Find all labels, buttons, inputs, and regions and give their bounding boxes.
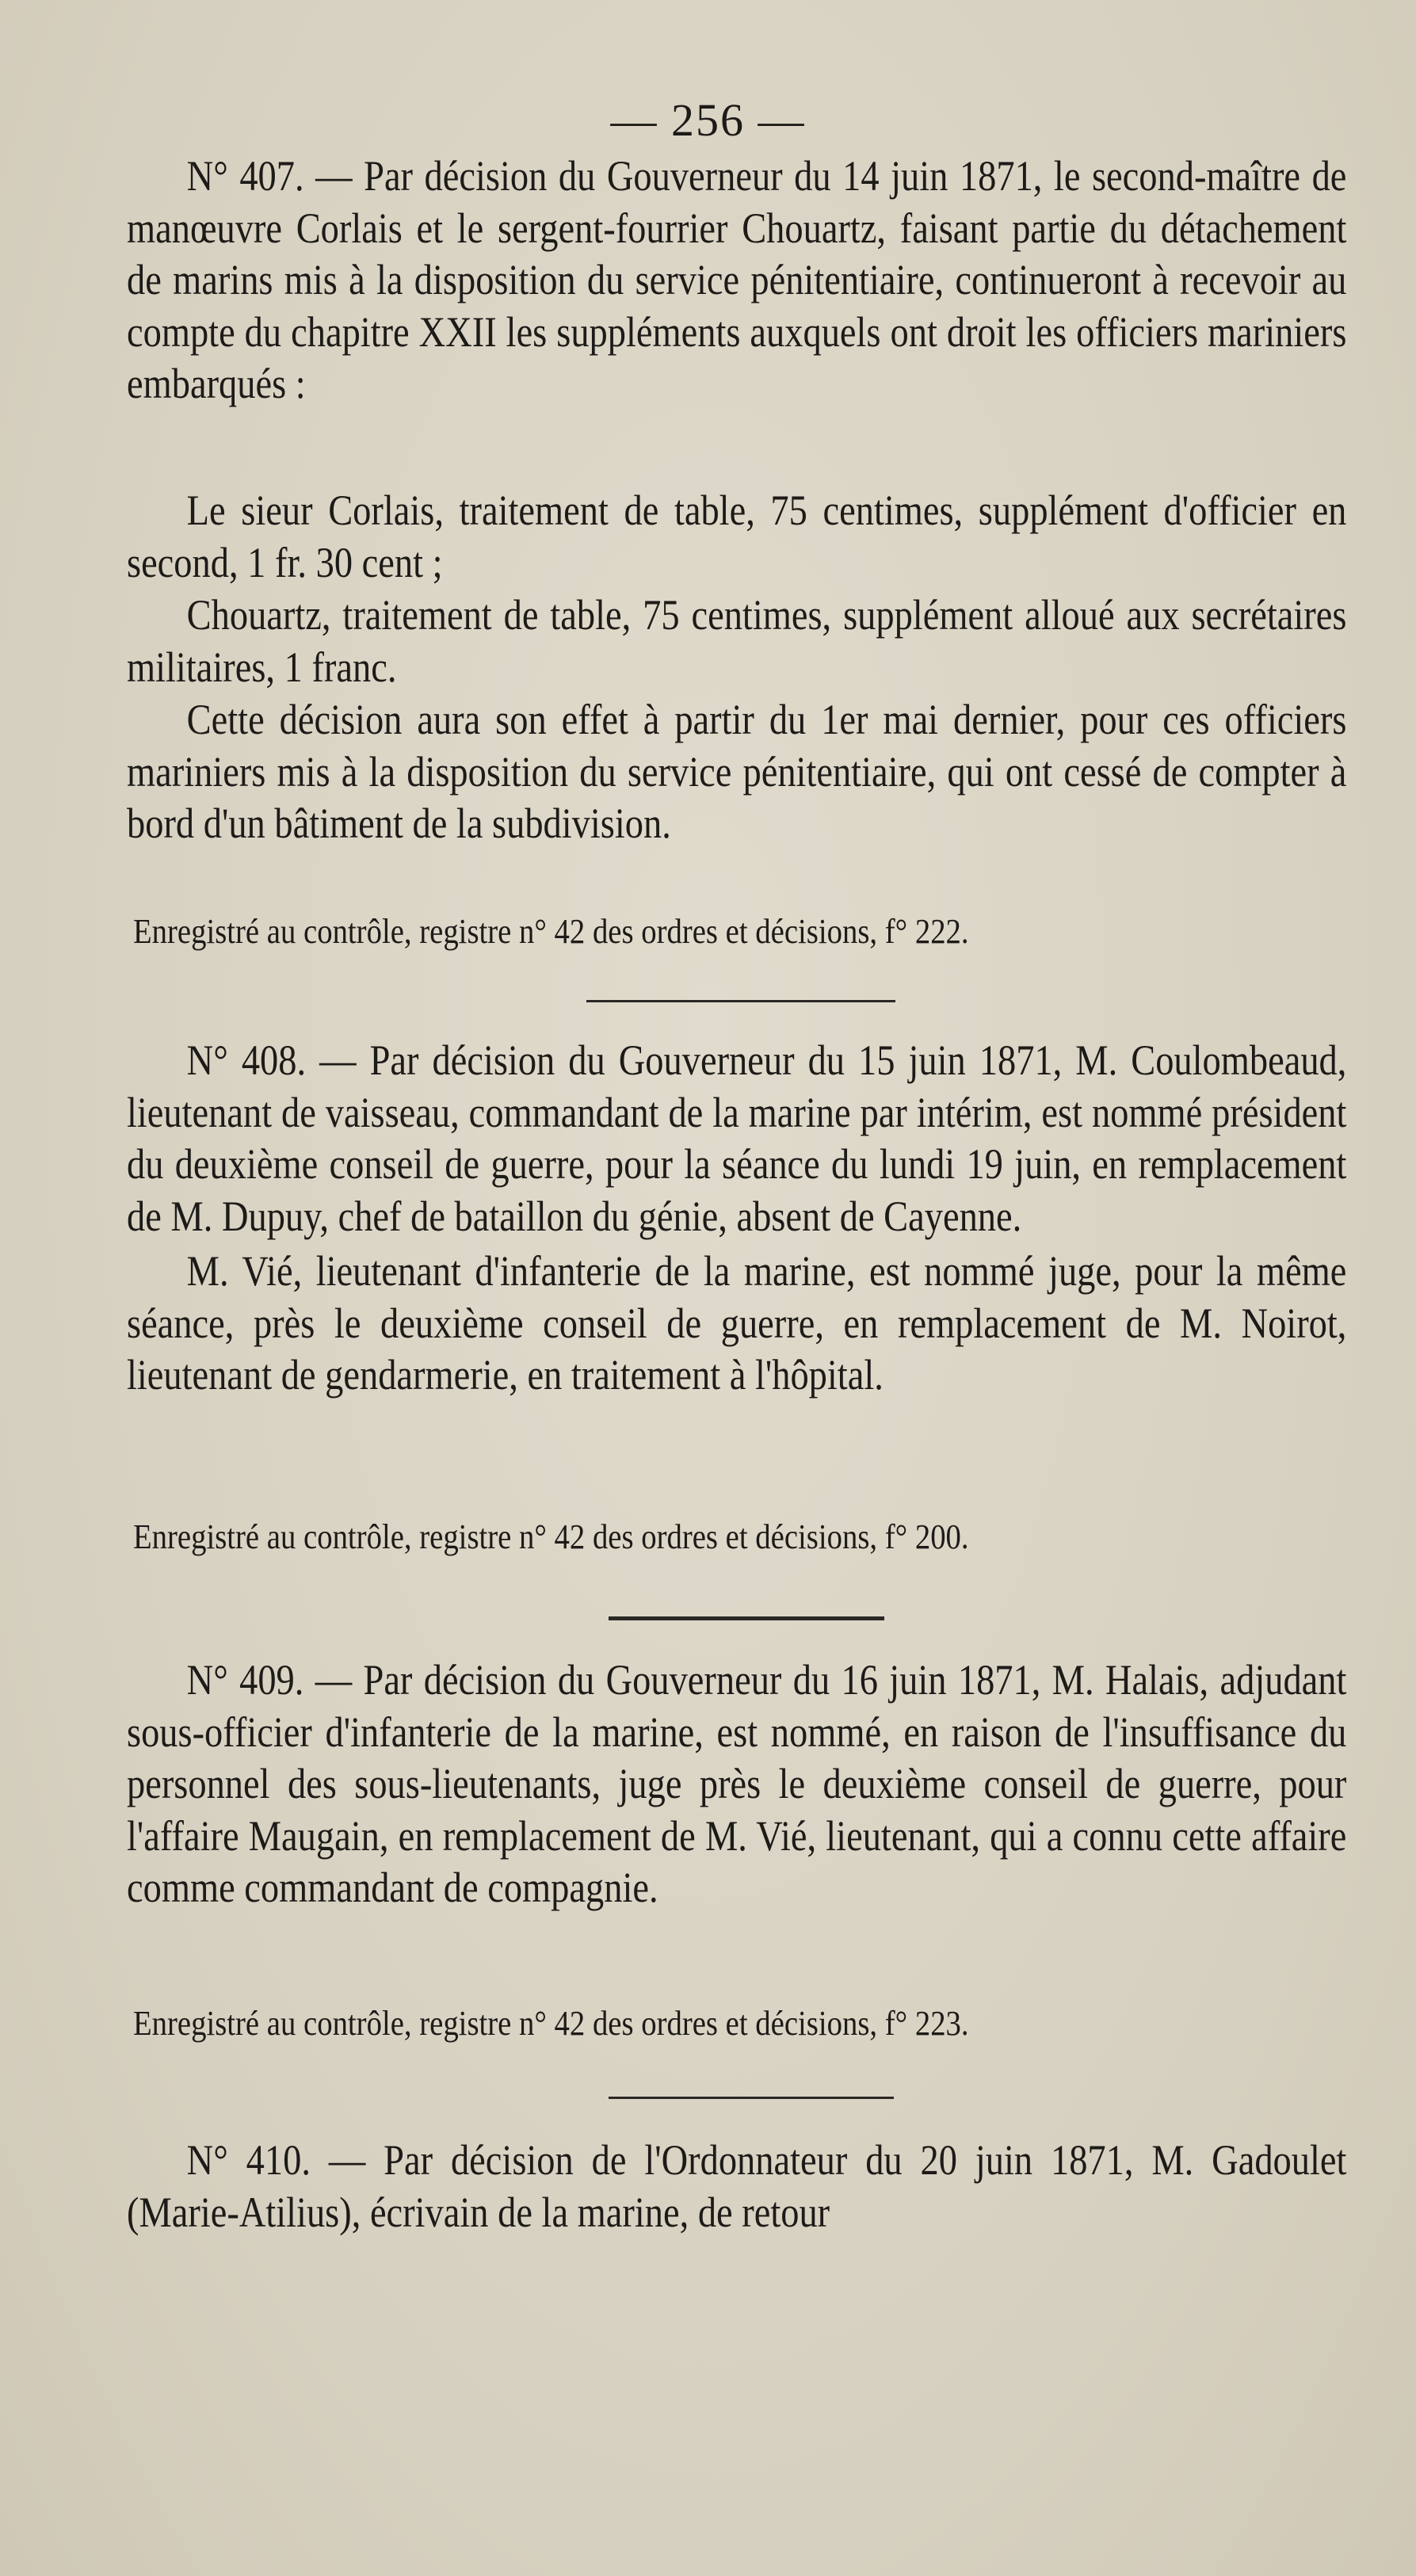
page-number: — 256 — bbox=[610, 94, 806, 146]
entry-407-registration: Enregistré au contrôle, registre n° 42 des ordres et décisions, f° 222. bbox=[133, 912, 969, 951]
separator-rule bbox=[586, 1000, 895, 1002]
separator-rule bbox=[609, 2097, 894, 2099]
entry-410-paragraph-1: N° 410. — Par décision de l'Ordonnateur du 20 juin 1871, M. Gadoulet (Marie-Atilius), écrivain de la marine, de retour bbox=[127, 2136, 1347, 2236]
separator-rule bbox=[609, 1616, 884, 1620]
entry-409-paragraph-1: N° 409. — Par décision du Gouverneur du 16 juin 1871, M. Halais, adjudant sous-officier d'infanterie de la marine, est nommé, en raison de l'insuffisance du personnel des sous-lieutenants, juge près le deuxième conseil de guerre, pour l'affaire Maugain, en remplacement de M. Vié, lieutenant, qui a connu cette affaire comme commandant de compagnie. bbox=[127, 1656, 1347, 1911]
entry-407-paragraph-3: Chouartz, traitement de table, 75 centimes, supplément alloué aux secrétaires militaires, 1 franc. bbox=[127, 591, 1347, 691]
entry-408-paragraph-2: M. Vié, lieutenant d'infanterie de la marine, est nommé juge, pour la même séance, près le deuxième conseil de guerre, en remplacement de M. Noirot, lieutenant de gendarmerie, en traitement à l'hôpital. bbox=[127, 1247, 1347, 1399]
entry-409-registration: Enregistré au contrôle, registre n° 42 des ordres et décisions, f° 223. bbox=[133, 2004, 969, 2043]
entry-407-paragraph-4: Cette décision aura son effet à partir du 1er mai dernier, pour ces officiers mariniers mis à la disposition du service pénitentiaire, qui ont cessé de compter à bord d'un bâtiment de la subdivision. bbox=[127, 696, 1347, 847]
entry-407-paragraph-2: Le sieur Corlais, traitement de table, 75 centimes, supplément d'officier en second, 1 fr. 30 cent ; bbox=[127, 487, 1347, 586]
entry-408-paragraph-1: N° 408. — Par décision du Gouverneur du 15 juin 1871, M. Coulombeaud, lieutenant de vaisseau, commandant de la marine par intérim, est nommé président du deuxième conseil de guerre, pour la séance du lundi 19 juin, en remplacement de M. Dupuy, chef de bataillon du génie, absent de Cayenne. bbox=[127, 1036, 1347, 1240]
entry-408-registration: Enregistré au contrôle, registre n° 42 des ordres et décisions, f° 200. bbox=[133, 1517, 969, 1556]
entry-407-paragraph-1: N° 407. — Par décision du Gouverneur du 14 juin 1871, le second-maître de manœuvre Corlais et le sergent-fourrier Chouartz, faisant partie du détachement de marins mis à la disposition du service pénitentiaire, continueront à recevoir au compte du chapitre XXII les suppléments auxquels ont droit les officiers mariniers embarqués : bbox=[127, 152, 1347, 407]
